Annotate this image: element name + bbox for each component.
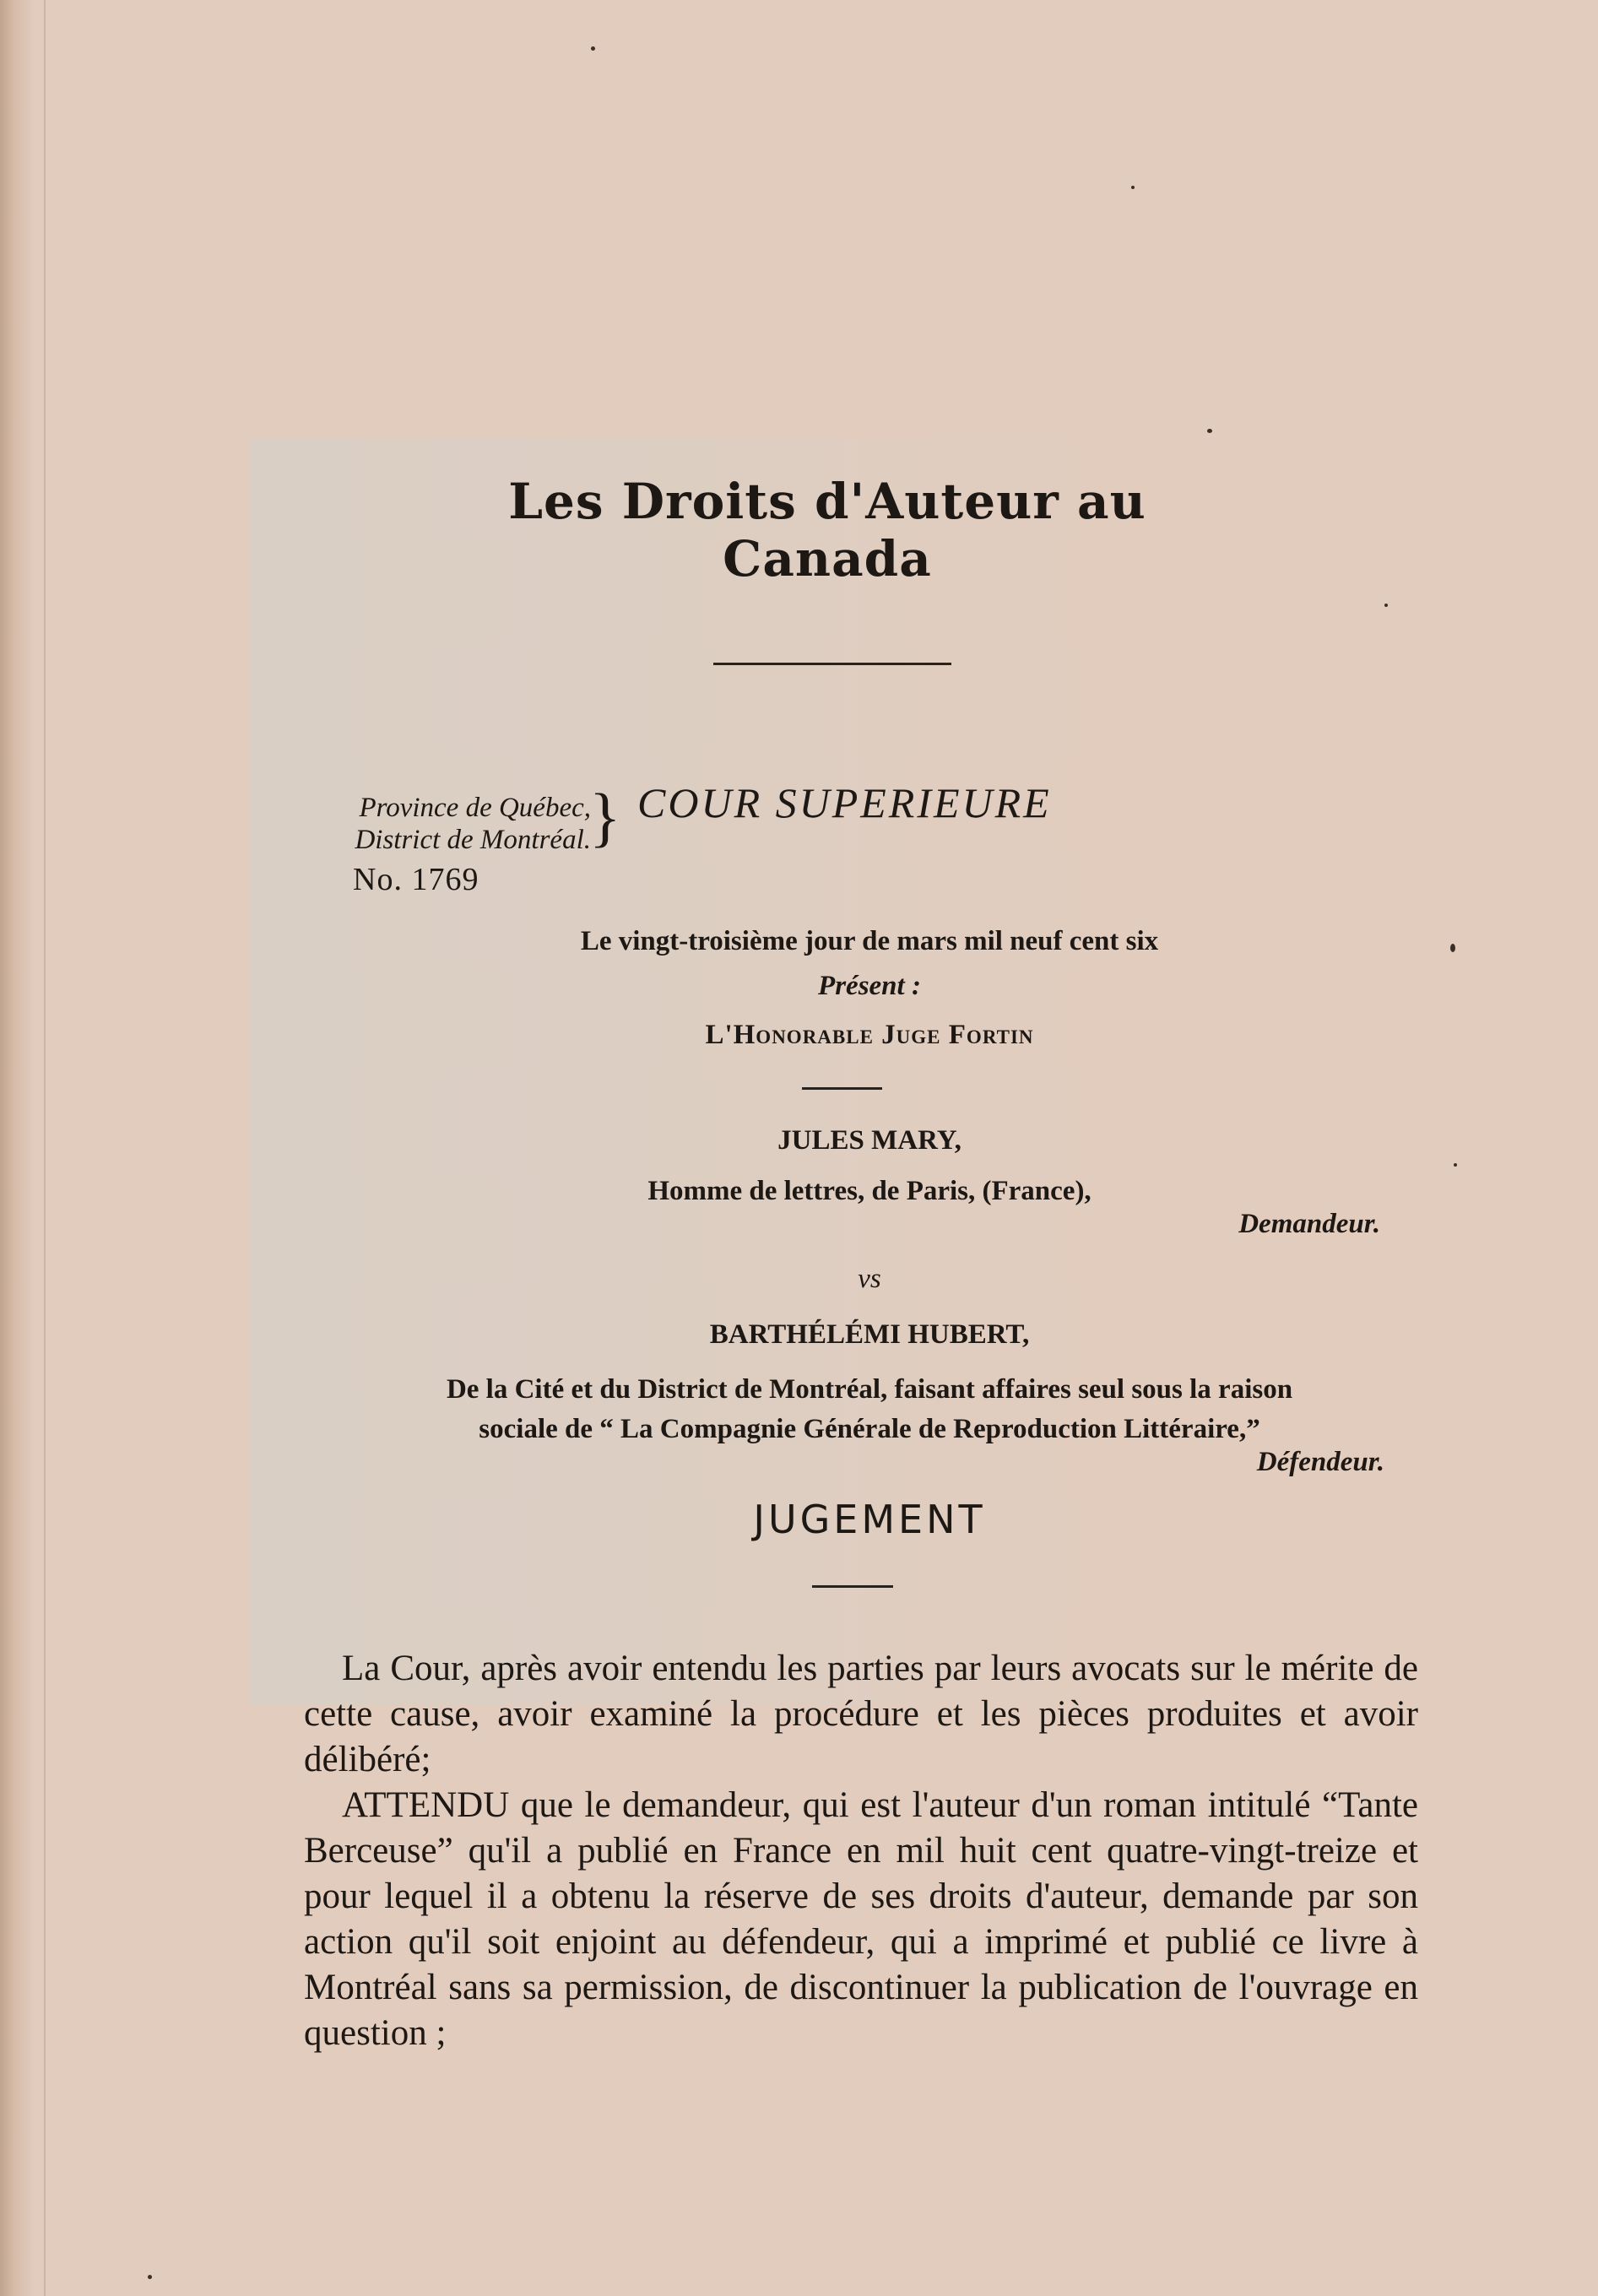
plaintiff-role: Demandeur.: [1238, 1209, 1380, 1239]
paper-speck: [1454, 1163, 1457, 1167]
jurisdiction-block: [270, 792, 591, 856]
judge-name: L'Honorable Juge Fortin: [705, 1020, 1034, 1050]
defendant-name: BARTHÉLÉMI HUBERT,: [709, 1319, 1030, 1350]
paper-speck: [591, 46, 595, 51]
document-title: Les Droits d'Auteur au Canada: [508, 473, 1146, 588]
present-label: Présent :: [818, 971, 921, 1001]
jurisdiction-district: District de Montréal.: [355, 825, 591, 855]
jurisdiction-province: Province de Québec,: [359, 793, 591, 823]
date-line: Le vingt-troisième jour de mars mil neuf cent six: [580, 926, 1159, 956]
judgement-body: [304, 1646, 1418, 2056]
case-number: No. 1769: [353, 862, 479, 897]
defendant-description-line-2: sociale de “ La Compagnie Générale de Reproduction Littéraire,”: [479, 1414, 1260, 1444]
paper-speck: [148, 2275, 152, 2279]
page-gutter: [0, 0, 34, 2296]
judgement-divider: [812, 1585, 893, 1588]
paper-speck: [1207, 429, 1212, 433]
paragraph-1: La Cour, après avoir entendu les parties par leurs avocats sur le mérite de cette cause, avoir examiné la procédure et les pièces produites et avoir délibéré;: [304, 1649, 1418, 1779]
title-divider: [713, 663, 951, 665]
plaintiff-name: JULES MARY,: [777, 1125, 962, 1156]
paper-speck: [1131, 186, 1135, 189]
versus-label: vs: [858, 1264, 881, 1294]
plaintiff-description: Homme de lettres, de Paris, (France),: [647, 1176, 1092, 1206]
paper-speck: [1450, 944, 1455, 952]
paper-speck: [1384, 604, 1388, 607]
judge-divider: [802, 1087, 882, 1090]
defendant-role: Défendeur.: [1256, 1447, 1384, 1477]
page-edge-line: [44, 0, 46, 2296]
judgement-heading: JUGEMENT: [753, 1497, 986, 1542]
paragraph-2: ATTENDU que le demandeur, qui est l'auteur d'un roman intitulé “Tante Berceuse” qu'il a publié en France en mil huit cent quatre-vingt-treize et pour lequel il a obtenu la réserve de ses droits d'auteur, demande par son action qu'il soit enjoint au défendeur, qui a imprimé et publié ce livre à Montréal sans sa permission, de discontinuer la publication de l'ouvrage en question ;: [304, 1785, 1418, 2053]
brace-glyph: }: [589, 780, 621, 853]
court-name: COUR SUPERIEURE: [637, 779, 1052, 826]
defendant-description-line-1: De la Cité et du District de Montréal, faisant affaires seul sous la raison: [446, 1374, 1293, 1405]
